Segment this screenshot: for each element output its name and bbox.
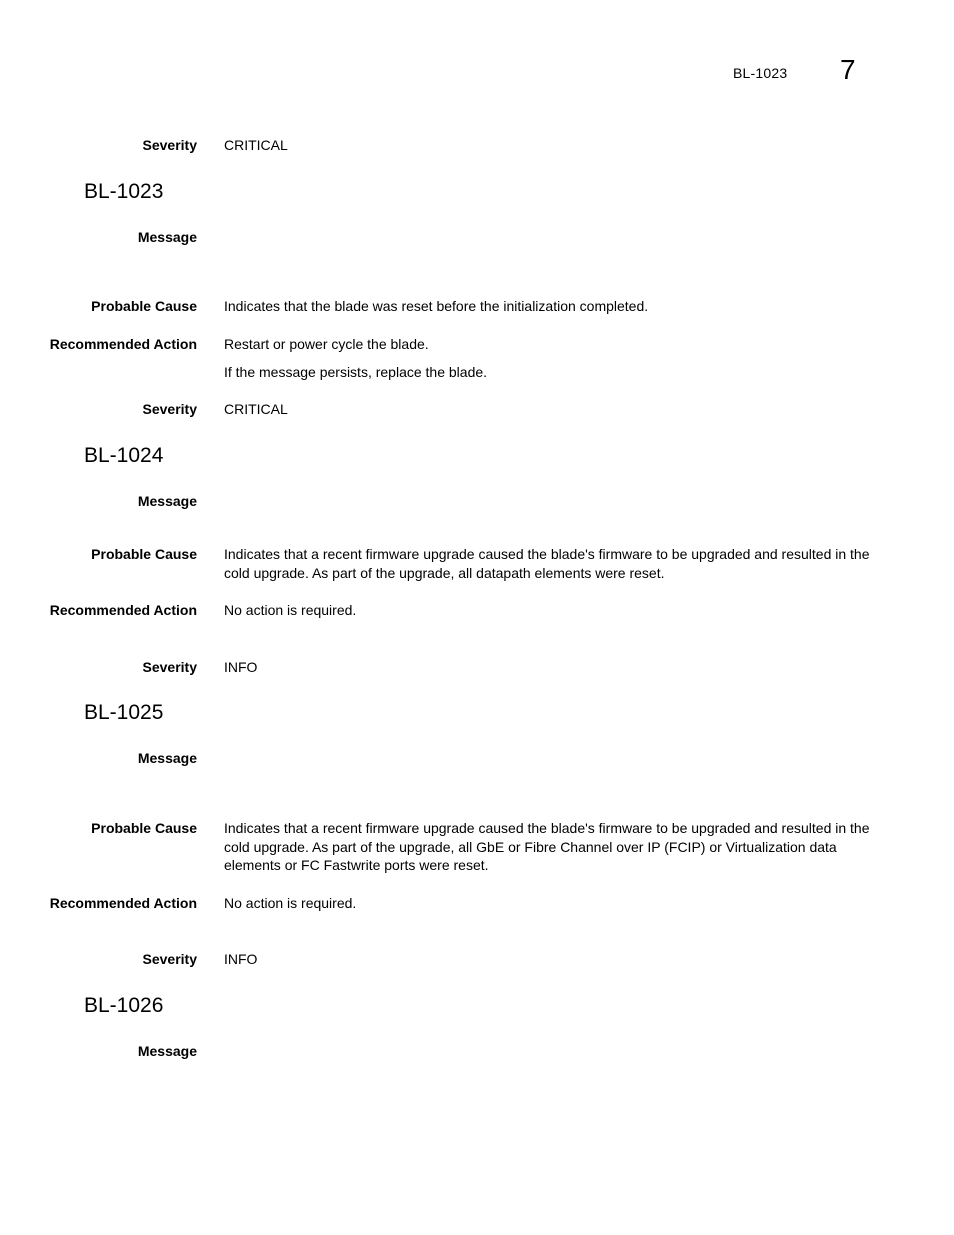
severity-label: Severity [142,951,197,967]
section-heading-bl-1023: BL-1023 [84,180,164,203]
running-header-title: BL-1023 [733,65,788,81]
recommended-action-label: Recommended Action [49,336,197,352]
message-label: Message [137,493,197,509]
recommended-action-text: Restart or power cycle the blade. [224,336,429,352]
chapter-number: 7 [840,54,856,85]
severity-value: INFO [224,951,258,967]
message-label: Message [137,229,197,245]
recommended-action-text: If the message persists, replace the blade. [224,364,488,380]
recommended-action-label: Recommended Action [49,602,197,618]
probable-cause-text: Indicates that the blade was reset before the initialization completed. [224,298,649,314]
section-heading-bl-1024: BL-1024 [84,444,164,467]
section-heading-bl-1025: BL-1025 [84,701,164,724]
recommended-action-text: No action is required. [224,895,357,911]
severity-label: Severity [142,137,197,153]
section-heading-bl-1026: BL-1026 [84,994,164,1017]
recommended-action-label: Recommended Action [49,895,197,911]
probable-cause-label: Probable Cause [91,546,197,562]
severity-label: Severity [142,401,197,417]
severity-value: CRITICAL [224,137,288,153]
probable-cause-text: Indicates that a recent firmware upgrade caused the blade's firmware to be upgraded and resulted in the cold upgrade. As part of the upgrade, all GbE or Fibre Channel over IP (FCIP) or Virtualization data elements or FC Fastwrite ports were reset. [224,820,870,873]
probable-cause-label: Probable Cause [91,820,197,836]
probable-cause-label: Probable Cause [91,298,197,314]
severity-label: Severity [142,659,197,675]
message-label: Message [137,750,197,766]
probable-cause-text: Indicates that a recent firmware upgrade caused the blade's firmware to be upgraded and resulted in the cold upgrade. As part of the upgrade, all datapath elements were reset. [224,546,870,581]
severity-value: CRITICAL [224,401,288,417]
recommended-action-text: No action is required. [224,602,357,618]
message-label: Message [137,1043,197,1059]
severity-value: INFO [224,659,258,675]
